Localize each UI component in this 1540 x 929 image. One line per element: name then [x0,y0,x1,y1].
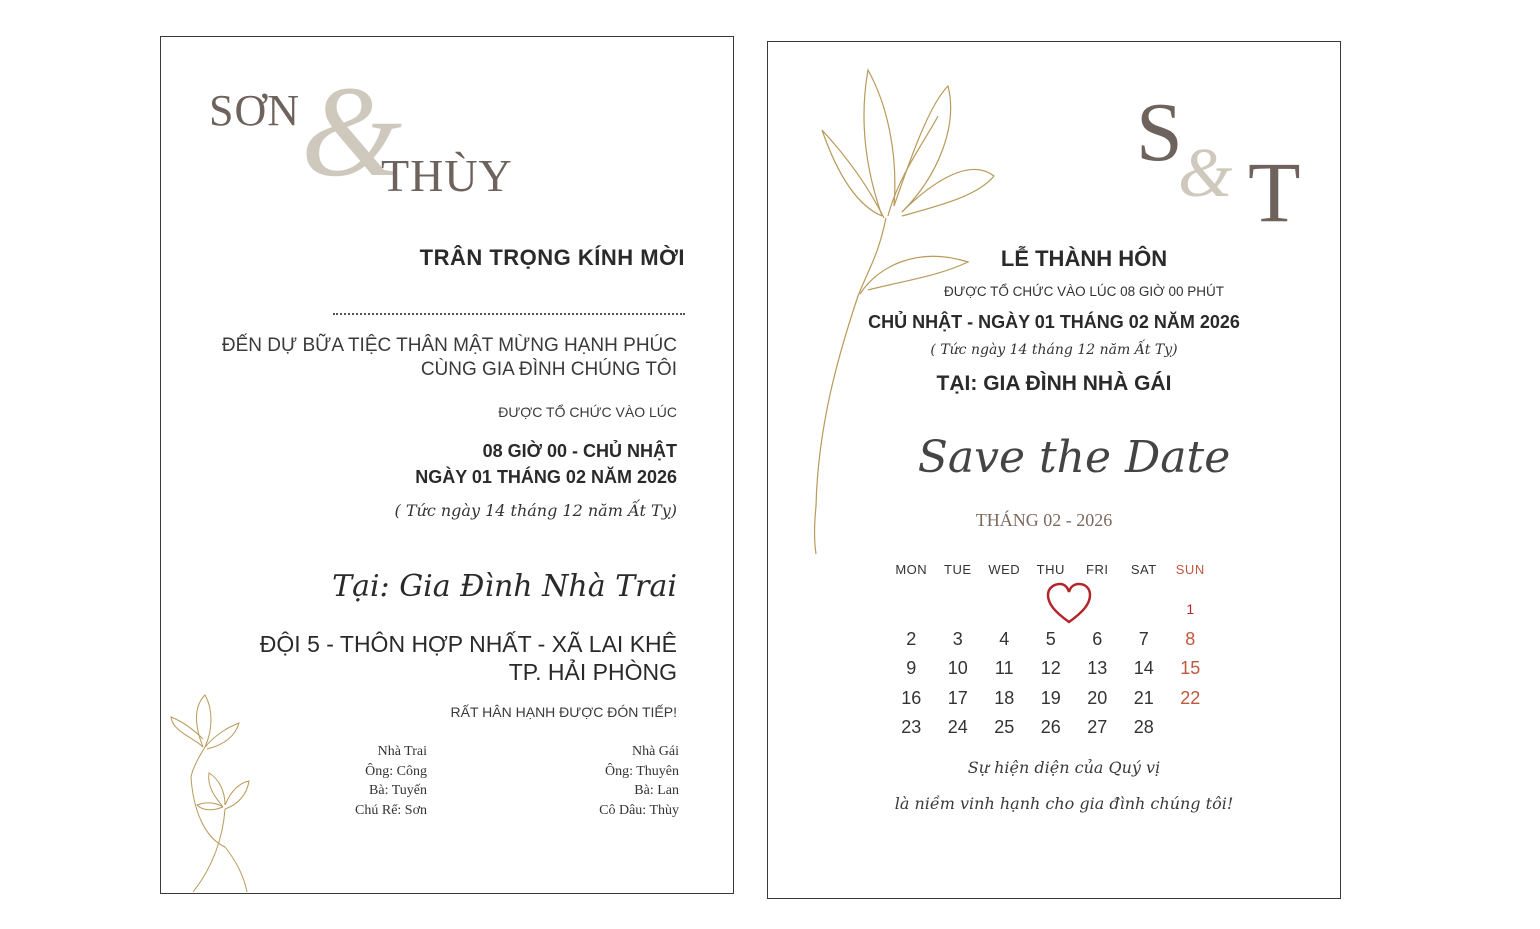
calendar-day: 10 [947,658,968,678]
calendar-day: 21 [1133,687,1154,708]
monogram-groom-name: SƠN [209,86,301,135]
calendar-day [935,595,982,625]
day-wed: WED [988,562,1021,577]
calendar-day: 27 [1087,717,1108,737]
heart-icon [1045,582,1093,626]
save-the-date-title: Save the Date [917,432,1231,483]
venue-script: Tại: Gia Đình Nhà Trai [332,569,677,604]
bride-father: Ông: Thuyên [604,763,679,779]
day-sun: SUN [1175,562,1205,577]
event-date: NGÀY 01 THÁNG 02 NĂM 2026 [415,467,677,487]
calendar-day [981,595,1028,625]
calendar-day: 19 [1040,687,1061,708]
calendar-day: 2 [906,628,917,649]
calendar-day-highlighted: 1 [1186,601,1195,617]
calendar-week-row [888,625,1208,655]
calendar-day: 25 [994,717,1015,737]
held-at-label: ĐƯỢC TỔ CHỨC VÀO LÚC [498,404,677,420]
calendar-day: 13 [1087,658,1108,678]
calendar-day: 15 [1180,658,1201,678]
calendar-day: 9 [906,658,917,678]
monogram-bride-name: THÙY [381,150,513,201]
calendar-day: 17 [947,687,968,708]
day-fri: FRI [1086,562,1109,577]
calendar-day: 5 [1045,628,1056,649]
calendar-day: 12 [1040,658,1061,678]
calendar-day: 14 [1133,658,1154,678]
monogram-letter-t: T [1248,144,1301,240]
invitation-card-left [160,36,734,894]
calendar-day: 20 [1087,687,1108,708]
monogram-ampersand: & [301,60,403,204]
invite-line-1: ĐẾN DỰ BỮA TIỆC THÂN MẬT MỪNG HẠNH PHÚC [221,335,677,356]
ceremony-place: TẠI: GIA ĐÌNH NHÀ GÁI [936,372,1172,395]
groom-father: Ông: Công [365,763,427,779]
lunar-date: ( Tức ngày 14 tháng 12 năm Ất Tỵ) [930,342,1178,358]
closing-line-2: là niềm vinh hạnh cho gia đình chúng tôi! [894,794,1234,813]
calendar-month: THÁNG 02 - 2026 [975,510,1113,530]
bride-family-heading: Nhà Gái [631,744,679,759]
bride-name: Cô Dâu: Thùy [599,802,679,818]
calendar-day: 24 [947,717,968,737]
day-thu: THU [1036,562,1065,577]
address-line-1: ĐỘI 5 - THÔN HỢP NHẤT - XÃ LAI KHÊ [259,631,677,657]
calendar-day: 3 [952,628,963,649]
calendar-day [1167,713,1214,743]
calendar-day [888,595,935,625]
monogram-letter-s: S [1136,86,1183,179]
calendar-week-row [888,713,1208,743]
bride-mother: Bà: Lan [634,783,679,798]
invitation-card-right [767,41,1341,899]
lunar-date: ( Tức ngày 14 tháng 12 năm Ất Tỵ) [394,501,677,520]
calendar-day: 18 [994,687,1015,708]
calendar-day: 7 [1138,628,1149,649]
day-mon: MON [895,562,928,577]
calendar-day: 23 [901,717,922,737]
calendar-day [1121,595,1168,625]
groom-family [355,742,427,820]
day-sat: SAT [1130,562,1157,577]
day-tue: TUE [944,562,972,577]
groom-name: Chú Rể: Sơn [355,802,427,818]
calendar-week-row [888,684,1208,714]
dotted-guest-line [333,313,685,315]
calendar-header [888,562,1208,577]
calendar-day: 22 [1180,687,1201,708]
welcome-text: RẤT HÂN HẠNH ĐƯỢC ĐÓN TIẾP! [450,704,677,720]
groom-mother: Bà: Tuyến [369,783,427,798]
closing-line-1: Sự hiện diện của Quý vị [967,758,1161,777]
monogram-ampersand: & [1178,135,1233,212]
calendar-day: 16 [901,687,922,708]
invite-heading: TRÂN TRỌNG KÍNH MỜI [419,245,685,270]
calendar-day: 28 [1133,717,1154,737]
held-at-label: ĐƯỢC TỔ CHỨC VÀO LÚC 08 GIỜ 00 PHÚT [943,284,1224,299]
groom-family-heading: Nhà Trai [377,744,427,759]
calendar-day: 4 [999,628,1010,649]
event-time: 08 GIỜ 00 - CHỦ NHẬT [482,441,677,461]
ceremony-date: CHỦ NHẬT - NGÀY 01 THÁNG 02 NĂM 2026 [868,312,1240,332]
calendar-week-row [888,654,1208,684]
calendar-day: 8 [1185,628,1196,649]
bride-family [599,742,679,820]
floral-decoration-icon [163,687,253,893]
calendar-day: 11 [994,658,1014,678]
ceremony-title: LỄ THÀNH HÔN [1000,246,1168,271]
calendar-day: 26 [1040,717,1061,737]
calendar-day: 6 [1092,628,1103,649]
address-line-2: TP. HẢI PHÒNG [508,659,677,685]
invite-line-2: CÙNG GIA ĐÌNH CHÚNG TÔI [420,359,677,380]
